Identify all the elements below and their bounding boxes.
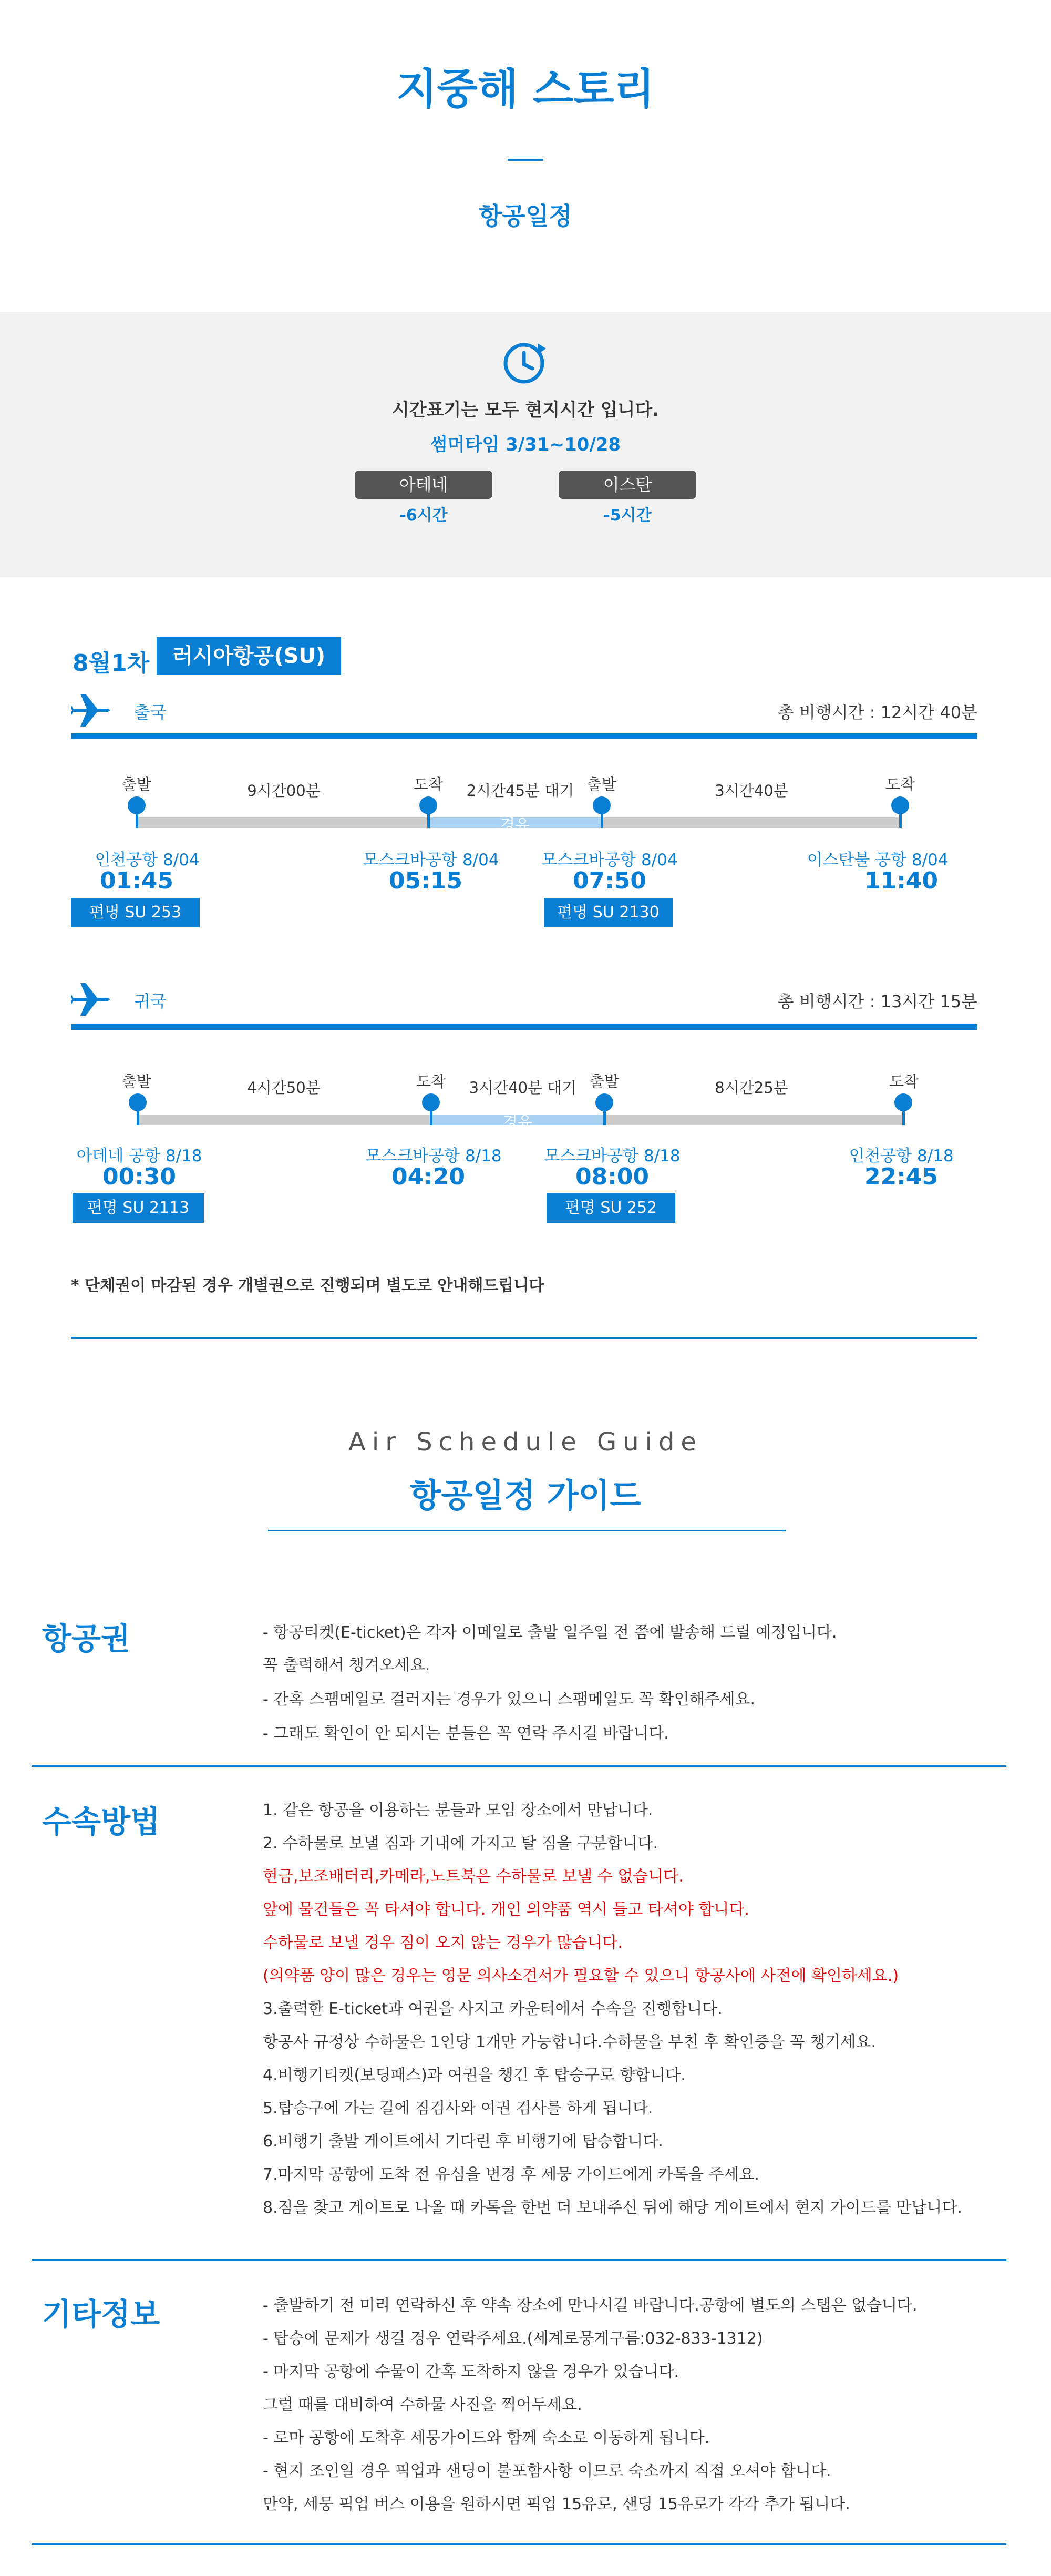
outbound-flight-badge: 편명 SU 2130 xyxy=(544,898,673,927)
ticket-line: 꼭 출력해서 챙겨오세요. xyxy=(263,1656,430,1674)
return-divider xyxy=(71,1024,977,1030)
outbound-stop-airport: 모스크바공항 8/04 xyxy=(541,851,678,870)
tag-arrive: 도착 xyxy=(885,775,915,793)
checkin-warning-line: 현금,보조배터리,카메라,노트북은 수하물로 보낼 수 없습니다. xyxy=(263,1867,684,1886)
clock-icon xyxy=(501,338,550,390)
outbound-divider xyxy=(71,733,977,739)
checkin-line: 3.출력한 E-ticket과 여권을 사지고 카운터에서 수속을 진행합니다. xyxy=(263,2000,723,2018)
guide-eng-title: Air Schedule Guide xyxy=(348,1427,703,1457)
city-pill-istanbul: 이스탄 xyxy=(559,471,696,499)
checkin-line: 7.마지막 공항에 도착 전 유심을 변경 후 세뭉 가이드에게 카톡을 주세요. xyxy=(263,2165,759,2184)
stop-marker xyxy=(894,1093,912,1111)
checkin-line: 8.짐을 찾고 게이트로 나올 때 카톡을 한번 더 보내주신 뒤에 해당 게이트에서 현지 가이드를 만납니다. xyxy=(263,2199,962,2217)
return-label: 귀국 xyxy=(134,991,167,1011)
tag-arrive: 도착 xyxy=(889,1072,919,1090)
return-flight-badge: 편명 SU 252 xyxy=(547,1193,675,1223)
outbound-stop-airport: 모스크바공항 8/04 xyxy=(363,851,499,870)
return-total-time: 총 비행시간 : 13시간 15분 xyxy=(777,991,977,1011)
page-subtitle: 항공일정 xyxy=(479,202,572,230)
stop-marker xyxy=(419,796,437,814)
tag-depart: 출발 xyxy=(589,1072,620,1090)
outbound-label: 출국 xyxy=(134,702,167,722)
tag-arrive: 도착 xyxy=(413,775,444,793)
section-title-etc: 기타정보 xyxy=(42,2296,160,2332)
stop-marker xyxy=(129,1093,147,1111)
ticket-line: - 항공티켓(E-ticket)은 각자 이메일로 출발 일주일 전 쯤에 발송해 드릴 예정입니다. xyxy=(263,1623,837,1642)
etc-line: - 로마 공항에 도착후 세뭉가이드와 함께 숙소로 이동하게 됩니다. xyxy=(263,2429,710,2447)
outbound-flight-badge: 편명 SU 253 xyxy=(71,898,200,927)
outbound-layover: 2시간45분 대기 xyxy=(466,782,574,800)
return-stop-time: 04:20 xyxy=(391,1163,466,1190)
outbound-stop-airport: 이스탄불 공항 8/04 xyxy=(807,851,949,870)
outbound-stop-airport: 인천공항 8/04 xyxy=(95,851,200,870)
outbound-total-time: 총 비행시간 : 12시간 40분 xyxy=(777,702,977,722)
checkin-line: 6.비행기 출발 게이트에서 기다린 후 비행기에 탑승합니다. xyxy=(263,2132,663,2151)
checkin-warning-line: 앞에 물건들은 꼭 타셔야 합니다. 개인 의약품 역시 들고 타셔야 합니다. xyxy=(263,1900,749,1919)
stop-marker xyxy=(422,1093,440,1111)
section-divider xyxy=(32,2543,1006,2545)
tag-arrive: 도착 xyxy=(416,1072,446,1090)
return-flight-badge: 편명 SU 2113 xyxy=(73,1193,204,1223)
outbound-leg2-duration: 3시간40분 xyxy=(715,782,788,800)
section-title-checkin: 수속방법 xyxy=(42,1804,160,1839)
return-leg2-duration: 8시간25분 xyxy=(715,1079,788,1097)
etc-line: 만약, 세뭉 픽업 버스 이용을 원하시면 픽업 15유로, 샌딩 15유로가 각각 추가 됩니다. xyxy=(263,2495,850,2513)
tag-depart: 출발 xyxy=(121,775,152,793)
outbound-stop-time: 07:50 xyxy=(572,867,647,894)
outbound-stop-time: 05:15 xyxy=(388,867,463,894)
tag-depart: 출발 xyxy=(586,775,617,793)
return-layover: 3시간40분 대기 xyxy=(469,1079,577,1097)
schedule-period: 8월1차 xyxy=(73,650,150,677)
return-stop-airport: 모스크바공항 8/18 xyxy=(544,1147,681,1166)
airplane-icon xyxy=(71,982,112,1019)
city-pill-athens: 아테네 xyxy=(355,471,492,499)
schedule-footnote: * 단체권이 마감된 경우 개별권으로 진행되며 별도로 안내해드립니다 xyxy=(71,1276,544,1295)
return-stop-airport: 인천공항 8/18 xyxy=(849,1147,954,1166)
airline-badge: 러시아항공(SU) xyxy=(157,637,341,675)
airplane-icon xyxy=(71,693,112,730)
etc-line: - 마지막 공항에 수물이 간혹 도착하지 않을 경우가 있습니다. xyxy=(263,2363,679,2381)
checkin-warning-line: (의약품 양이 많은 경우는 영문 의사소견서가 필요할 수 있으니 항공사에 사전에 확인하세요.) xyxy=(263,1967,899,1985)
outbound-transit-label: 경유 xyxy=(500,816,530,834)
city-offset-istanbul: -5시간 xyxy=(603,506,652,525)
checkin-line: 5.탑승구에 가는 길에 짐검사와 여권 검사를 하게 됩니다. xyxy=(263,2099,653,2118)
guide-title: 항공일정 가이드 xyxy=(409,1476,642,1515)
section-title-ticket: 항공권 xyxy=(42,1621,131,1657)
checkin-warning-line: 수하물로 보낼 경우 짐이 오지 않는 경우가 많습니다. xyxy=(263,1934,623,1952)
etc-line: - 탑승에 문제가 생길 경우 연락주세요.(세계로뭉게구름:032-833-1312) xyxy=(263,2329,763,2348)
ticket-line: - 간혹 스팸메일로 걸러지는 경우가 있으니 스팸메일도 꼭 확인해주세요. xyxy=(263,1690,756,1709)
outbound-leg1-duration: 9시간00분 xyxy=(247,782,321,800)
etc-line: - 현지 조인일 경우 픽업과 샌딩이 불포함사항 이므로 숙소까지 직접 오셔야 합니다. xyxy=(263,2462,831,2480)
return-stop-airport: 아테네 공항 8/18 xyxy=(76,1147,202,1166)
return-stop-time: 22:45 xyxy=(864,1163,939,1190)
stop-marker xyxy=(128,796,146,814)
timezone-note: 시간표기는 모두 현지시간 입니다. xyxy=(391,400,660,421)
section-divider xyxy=(32,2259,1006,2261)
guide-title-underline xyxy=(268,1530,786,1531)
tag-depart: 출발 xyxy=(121,1072,152,1090)
return-transit-label: 경유 xyxy=(502,1113,533,1131)
schedule-end-line xyxy=(71,1337,977,1339)
page-title: 지중해 스토리 xyxy=(396,65,655,114)
return-stop-airport: 모스크바공항 8/18 xyxy=(365,1147,502,1166)
return-stop-time: 00:30 xyxy=(102,1163,177,1190)
city-offset-athens: -6시간 xyxy=(399,506,448,525)
stop-marker xyxy=(593,796,611,814)
summer-time: 썸머타임 3/31~10/28 xyxy=(430,434,621,455)
checkin-line: 4.비행기티켓(보딩패스)과 여권을 챙긴 후 탑승구로 향합니다. xyxy=(263,2066,686,2084)
section-divider xyxy=(32,1765,1006,1767)
return-stop-time: 08:00 xyxy=(575,1163,650,1190)
etc-line: - 출발하기 전 미리 연락하신 후 약속 장소에 만나시길 바랍니다.공항에 별도의 스탭은 없습니다. xyxy=(263,2296,918,2315)
checkin-line: 항공사 규정상 수하물은 1인당 1개만 가능합니다.수하물을 부친 후 확인증을 꼭 챙기세요. xyxy=(263,2033,876,2051)
return-leg1-duration: 4시간50분 xyxy=(247,1079,321,1097)
ticket-line: - 그래도 확인이 안 되시는 분들은 꼭 연락 주시길 바랍니다. xyxy=(263,1724,669,1743)
etc-line: 그럴 때를 대비하여 수하물 사진을 찍어두세요. xyxy=(263,2396,582,2414)
outbound-stop-time: 11:40 xyxy=(864,867,939,894)
title-divider xyxy=(508,159,543,161)
checkin-line: 1. 같은 항공을 이용하는 분들과 모임 장소에서 만납니다. xyxy=(263,1801,653,1819)
checkin-line: 2. 수하물로 보낼 짐과 기내에 가지고 탈 짐을 구분합니다. xyxy=(263,1834,658,1853)
outbound-stop-time: 01:45 xyxy=(99,867,174,894)
stop-marker xyxy=(891,796,909,814)
stop-marker xyxy=(595,1093,613,1111)
